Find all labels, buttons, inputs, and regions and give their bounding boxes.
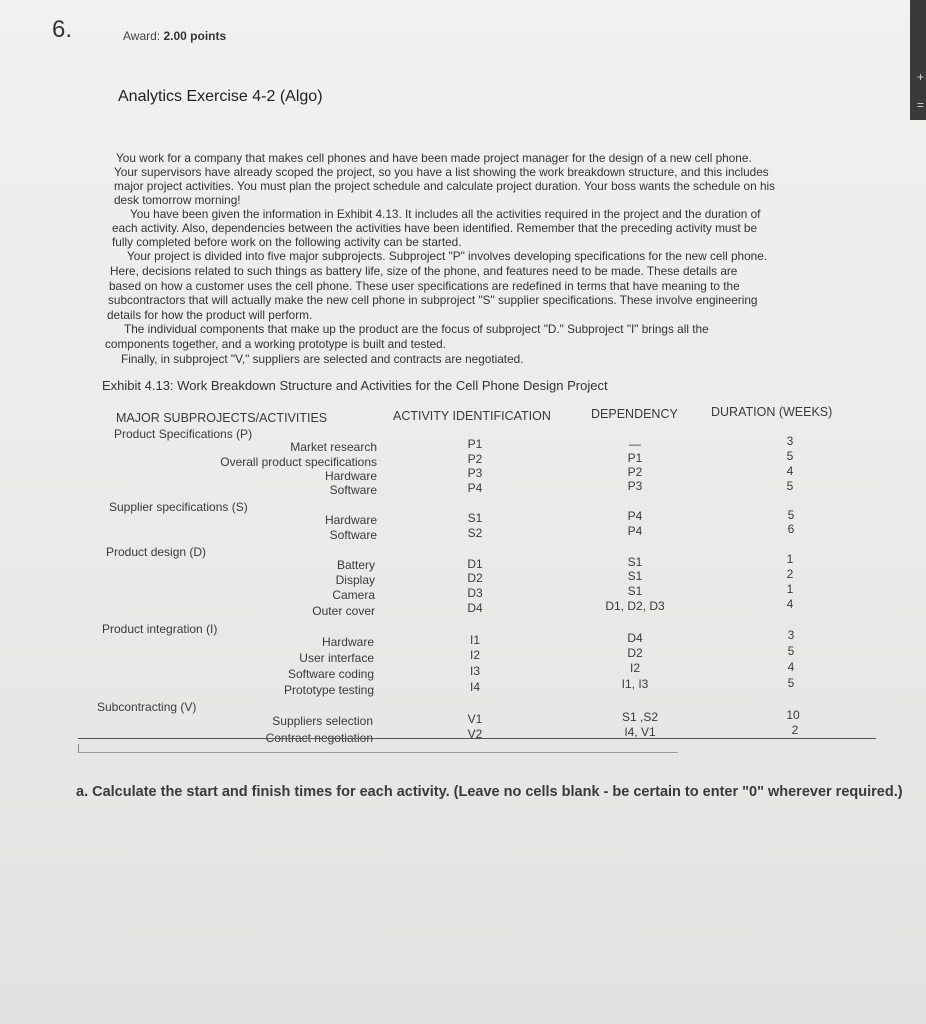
activity-dependency: D1, D2, D3	[605, 599, 665, 613]
activity-duration: 1	[786, 582, 794, 596]
activity-dependency: I1, I3	[621, 677, 649, 691]
activity-name: Overall product specifications	[220, 455, 377, 469]
activity-id: S1	[467, 511, 483, 525]
activity-dependency: D2	[627, 646, 643, 660]
activity-name: User interface	[299, 651, 374, 665]
activity-id: P4	[467, 481, 483, 495]
plus-icon[interactable]: +	[916, 70, 924, 84]
activity-name: Prototype testing	[283, 683, 374, 697]
activity-id: I3	[469, 664, 480, 678]
activity-id: D1	[467, 557, 483, 571]
header-activity-id: ACTIVITY IDENTIFICATION	[393, 409, 551, 423]
activity-duration: 3	[787, 628, 795, 642]
paragraph-line: major project activities. You must plan the project schedule and calculate project duration. Your boss wants the schedule on his	[114, 179, 776, 193]
activity-duration: 5	[786, 449, 794, 463]
exercise-title: Analytics Exercise 4-2 (Algo)	[118, 88, 323, 105]
paragraph-line: fully completed before work on the following activity can be started.	[112, 235, 462, 249]
activity-duration: 10	[786, 708, 800, 722]
activity-dependency: P2	[627, 465, 643, 479]
activity-dependency: S1 ,S2	[621, 710, 659, 724]
activity-id: I2	[469, 648, 480, 662]
activity-name: Camera	[332, 588, 375, 602]
paragraph-line: components together, and a working prototype is built and tested.	[105, 337, 447, 351]
paragraph-line: Your project is divided into five major subprojects. Subproject "P" involves developing specifications for the new cell phone.	[127, 249, 768, 263]
activity-duration: 4	[787, 660, 795, 674]
paragraph-line: desk tomorrow morning!	[114, 193, 241, 207]
activity-name: Display	[335, 573, 375, 587]
activity-dependency: P4	[627, 509, 643, 523]
paragraph-line: Finally, in subproject "V," suppliers are selected and contracts are negotiated.	[121, 352, 524, 366]
activity-id: V2	[467, 727, 483, 741]
header-activities: MAJOR SUBPROJECTS/ACTIVITIES	[116, 411, 328, 425]
activity-id: D3	[467, 586, 483, 600]
activity-dependency: P1	[627, 451, 643, 465]
award-points	[123, 29, 226, 43]
activity-id: P2	[467, 452, 483, 466]
activity-name: Contract negotiation	[265, 731, 373, 745]
paragraph-line: Here, decisions related to such things as battery life, size of the phone, and features need to be made. These details are	[110, 264, 738, 278]
activity-duration: 6	[787, 522, 795, 536]
activity-duration: 2	[786, 567, 794, 581]
question-number: 6.	[52, 16, 73, 43]
award-label: Award:	[123, 29, 161, 43]
paragraph-line: based on how a customer uses the cell phone. These user specifications are redefined in terms that have meaning to the	[109, 279, 740, 293]
activity-name: Battery	[336, 558, 375, 572]
activity-dependency: —	[629, 437, 641, 451]
paragraph-line: You have been given the information in Exhibit 4.13. It includes all the activities required in the project and the duration of	[130, 207, 761, 221]
activity-duration: 5	[786, 479, 794, 493]
group-name: Subcontracting (V)	[97, 700, 197, 714]
activity-dependency: S1	[627, 584, 643, 598]
table-bottom-rule	[78, 738, 876, 739]
activity-name: Software coding	[287, 667, 374, 681]
group-name: Supplier specifications (S)	[109, 500, 248, 514]
activity-dependency: D4	[627, 631, 643, 645]
activity-dependency: I2	[629, 661, 640, 675]
activity-id: I1	[469, 633, 480, 647]
paragraph-line: You work for a company that makes cell phones and have been made project manager for the design of a new cell phone.	[116, 151, 752, 165]
activity-duration: 2	[791, 723, 799, 737]
activity-name: Hardware	[324, 513, 377, 527]
activity-duration: 4	[786, 464, 794, 478]
activity-duration: 4	[786, 597, 794, 611]
activity-name: Hardware	[321, 635, 374, 649]
activity-dependency: S1	[627, 555, 643, 569]
group-name: Product design (D)	[106, 545, 207, 559]
activity-duration: 5	[787, 644, 795, 658]
group-name: Product Specifications (P)	[114, 427, 253, 441]
activity-id: P3	[467, 466, 483, 480]
group-name: Product integration (I)	[102, 622, 218, 636]
activity-dependency: I4, V1	[624, 725, 656, 739]
activity-id: P1	[467, 437, 483, 451]
activity-id: D2	[467, 571, 483, 585]
activity-name: Hardware	[324, 469, 377, 483]
activity-duration: 3	[786, 434, 794, 448]
paragraph-line: Your supervisors have already scoped the project, so you have a list showing the work breakdown structure, and this includes	[114, 165, 769, 179]
paragraph-line: each activity. Also, dependencies between the activities have been identified. Remember that the preceding activity must be	[112, 221, 758, 235]
activity-id: S2	[467, 526, 483, 540]
activity-dependency: P3	[627, 479, 643, 493]
activity-name: Software	[329, 528, 377, 542]
activity-duration: 1	[786, 552, 794, 566]
header-dependency: DEPENDENCY	[591, 407, 678, 421]
paragraph-line: The individual components that make up the product are the focus of subproject "D." Subproject "I" brings all the	[124, 322, 709, 336]
exhibit-title: Exhibit 4.13: Work Breakdown Structure and Activities for the Cell Phone Design Project	[102, 378, 608, 393]
activity-duration: 5	[787, 508, 795, 522]
activity-id: I4	[469, 680, 480, 694]
table-divider-tick	[78, 744, 79, 753]
header-duration: DURATION (WEEKS)	[711, 405, 833, 419]
table-divider	[78, 752, 678, 753]
question-a: a. Calculate the start and finish times for each activity. (Leave no cells blank - be certain to enter "0" wherever required.)	[76, 784, 903, 800]
activity-name: Market research	[290, 440, 377, 454]
equals-icon[interactable]: =	[916, 98, 924, 112]
award-value: 2.00 points	[163, 29, 227, 43]
paragraph-line: details for how the product will perform.	[107, 308, 313, 322]
activity-name: Software	[329, 483, 377, 497]
paragraph-line: subcontractors that will actually make the new cell phone in subproject "S" supplier specifications. These involve engineering	[108, 293, 758, 307]
activity-id: V1	[467, 712, 483, 726]
activity-duration: 5	[787, 676, 795, 690]
activity-dependency: P4	[627, 524, 643, 538]
activity-dependency: S1	[627, 569, 643, 583]
activity-name: Suppliers selection	[272, 714, 373, 728]
activity-name: Outer cover	[312, 604, 375, 618]
activity-id: D4	[467, 601, 483, 615]
